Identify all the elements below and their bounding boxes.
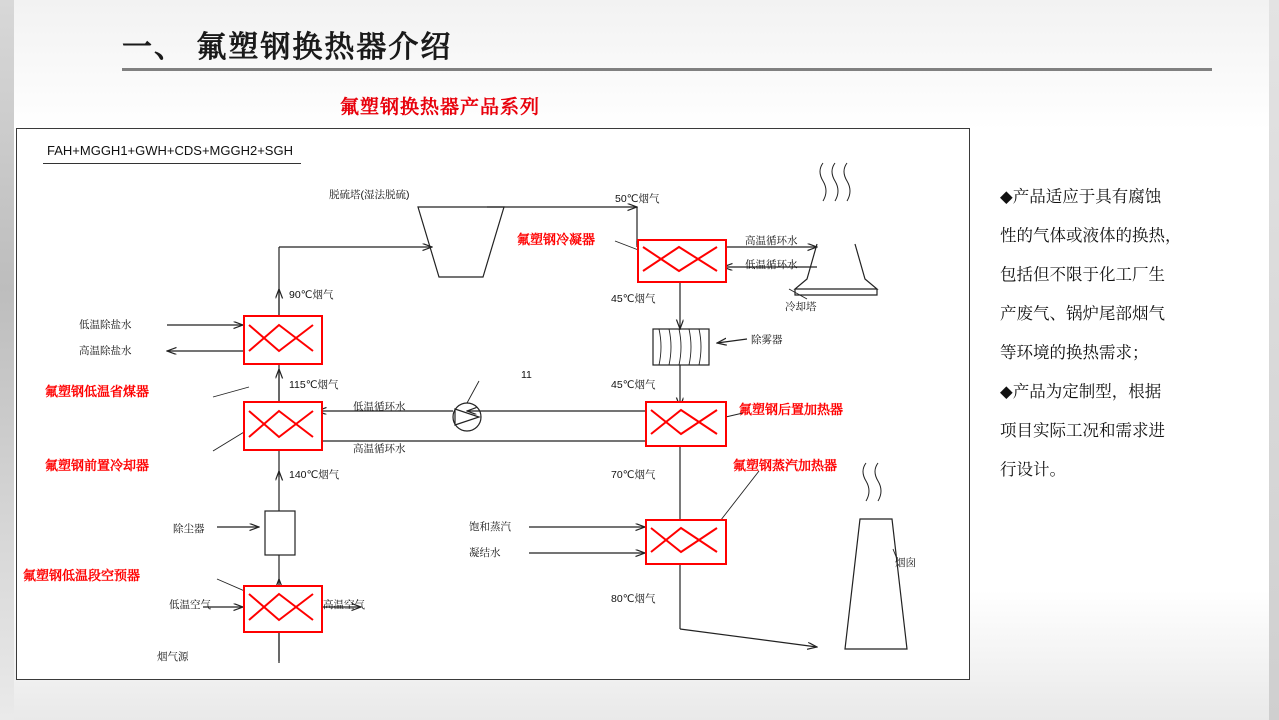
label-post-heater: 氟塑钢后置加热器	[739, 402, 844, 417]
note-line-4: 产废气、锅炉尾部烟气	[1000, 305, 1165, 323]
label-steam-heater: 氟塑钢蒸汽加热器	[733, 458, 838, 473]
notes-block	[1000, 178, 1260, 490]
note-line-5: 等环境的换热需求；	[1000, 344, 1149, 362]
label-flue-gas-source: 烟气源	[157, 651, 189, 663]
title-divider	[122, 68, 1212, 71]
label-flue-gas-50: 50℃烟气	[615, 193, 660, 205]
label-chimney: 烟囱	[895, 557, 916, 569]
note-line-1: ◆产品适应于具有腐蚀	[1000, 188, 1162, 206]
label-flue-gas-70: 70℃烟气	[611, 469, 656, 481]
note-line-3: 包括但不限于化工厂生	[1000, 266, 1165, 284]
label-flue-gas-45-upper: 45℃烟气	[611, 293, 656, 305]
label-flue-gas-80: 80℃烟气	[611, 593, 656, 605]
label-pump-number: 11	[521, 369, 532, 381]
hx-post-heater	[645, 401, 727, 447]
label-low-temp-circ-water-top: 低温循环水	[745, 259, 798, 271]
label-pre-cooler: 氟塑钢前置冷却器	[45, 458, 150, 473]
label-demister: 除雾器	[751, 334, 783, 346]
process-flow-diagram	[16, 128, 970, 680]
label-high-temp-air: 高温空气	[323, 599, 365, 611]
subtitle: 氟塑钢换热器产品系列	[340, 97, 541, 118]
hx-air-preheater	[243, 585, 323, 633]
label-saturated-steam: 饱和蒸汽	[469, 521, 511, 533]
note-line-2: 性的气体或液体的换热，	[1000, 227, 1182, 245]
label-low-temp-demin-water: 低温除盐水	[79, 319, 132, 331]
label-air-preheater: 氟塑钢低温段空预器	[23, 568, 141, 583]
label-dust-collector: 除尘器	[173, 523, 205, 535]
label-condensate-water: 凝结水	[469, 547, 501, 559]
label-low-temp-circ-water-mid: 低温循环水	[353, 401, 406, 413]
hx-steam-heater	[645, 519, 727, 565]
hx-low-temp-economizer	[243, 315, 323, 365]
label-cooling-tower: 冷却塔	[785, 301, 817, 313]
diagram-code-label: FAH+MGGH1+GWH+CDS+MGGH2+SGH	[47, 143, 293, 158]
page-title: 一、 氟塑钢换热器介绍	[122, 31, 453, 64]
hx-pre-cooler	[243, 401, 323, 451]
label-high-temp-circ-water-top: 高温循环水	[745, 235, 798, 247]
hx-condenser	[637, 239, 727, 283]
label-flue-gas-90: 90℃烟气	[289, 289, 334, 301]
slide-left-edge	[0, 0, 14, 720]
label-high-temp-demin-water: 高温除盐水	[79, 345, 132, 357]
slide-right-edge	[1269, 0, 1279, 720]
note-line-6: ◆产品为定制型，根据	[1000, 383, 1162, 401]
label-flue-gas-115: 115℃烟气	[289, 379, 339, 391]
note-line-8: 行设计。	[1000, 461, 1066, 479]
label-flue-gas-45-lower: 45℃烟气	[611, 379, 656, 391]
label-flue-gas-140: 140℃烟气	[289, 469, 340, 481]
label-low-temp-economizer: 氟塑钢低温省煤器	[45, 384, 150, 399]
label-desulfurization-tower: 脱硫塔(湿法脱硫)	[329, 189, 410, 201]
label-high-temp-circ-water-mid: 高温循环水	[353, 443, 406, 455]
label-low-temp-air: 低温空气	[169, 599, 211, 611]
label-condenser: 氟塑钢冷凝器	[517, 232, 596, 247]
note-line-7: 项目实际工况和需求进	[1000, 422, 1165, 440]
